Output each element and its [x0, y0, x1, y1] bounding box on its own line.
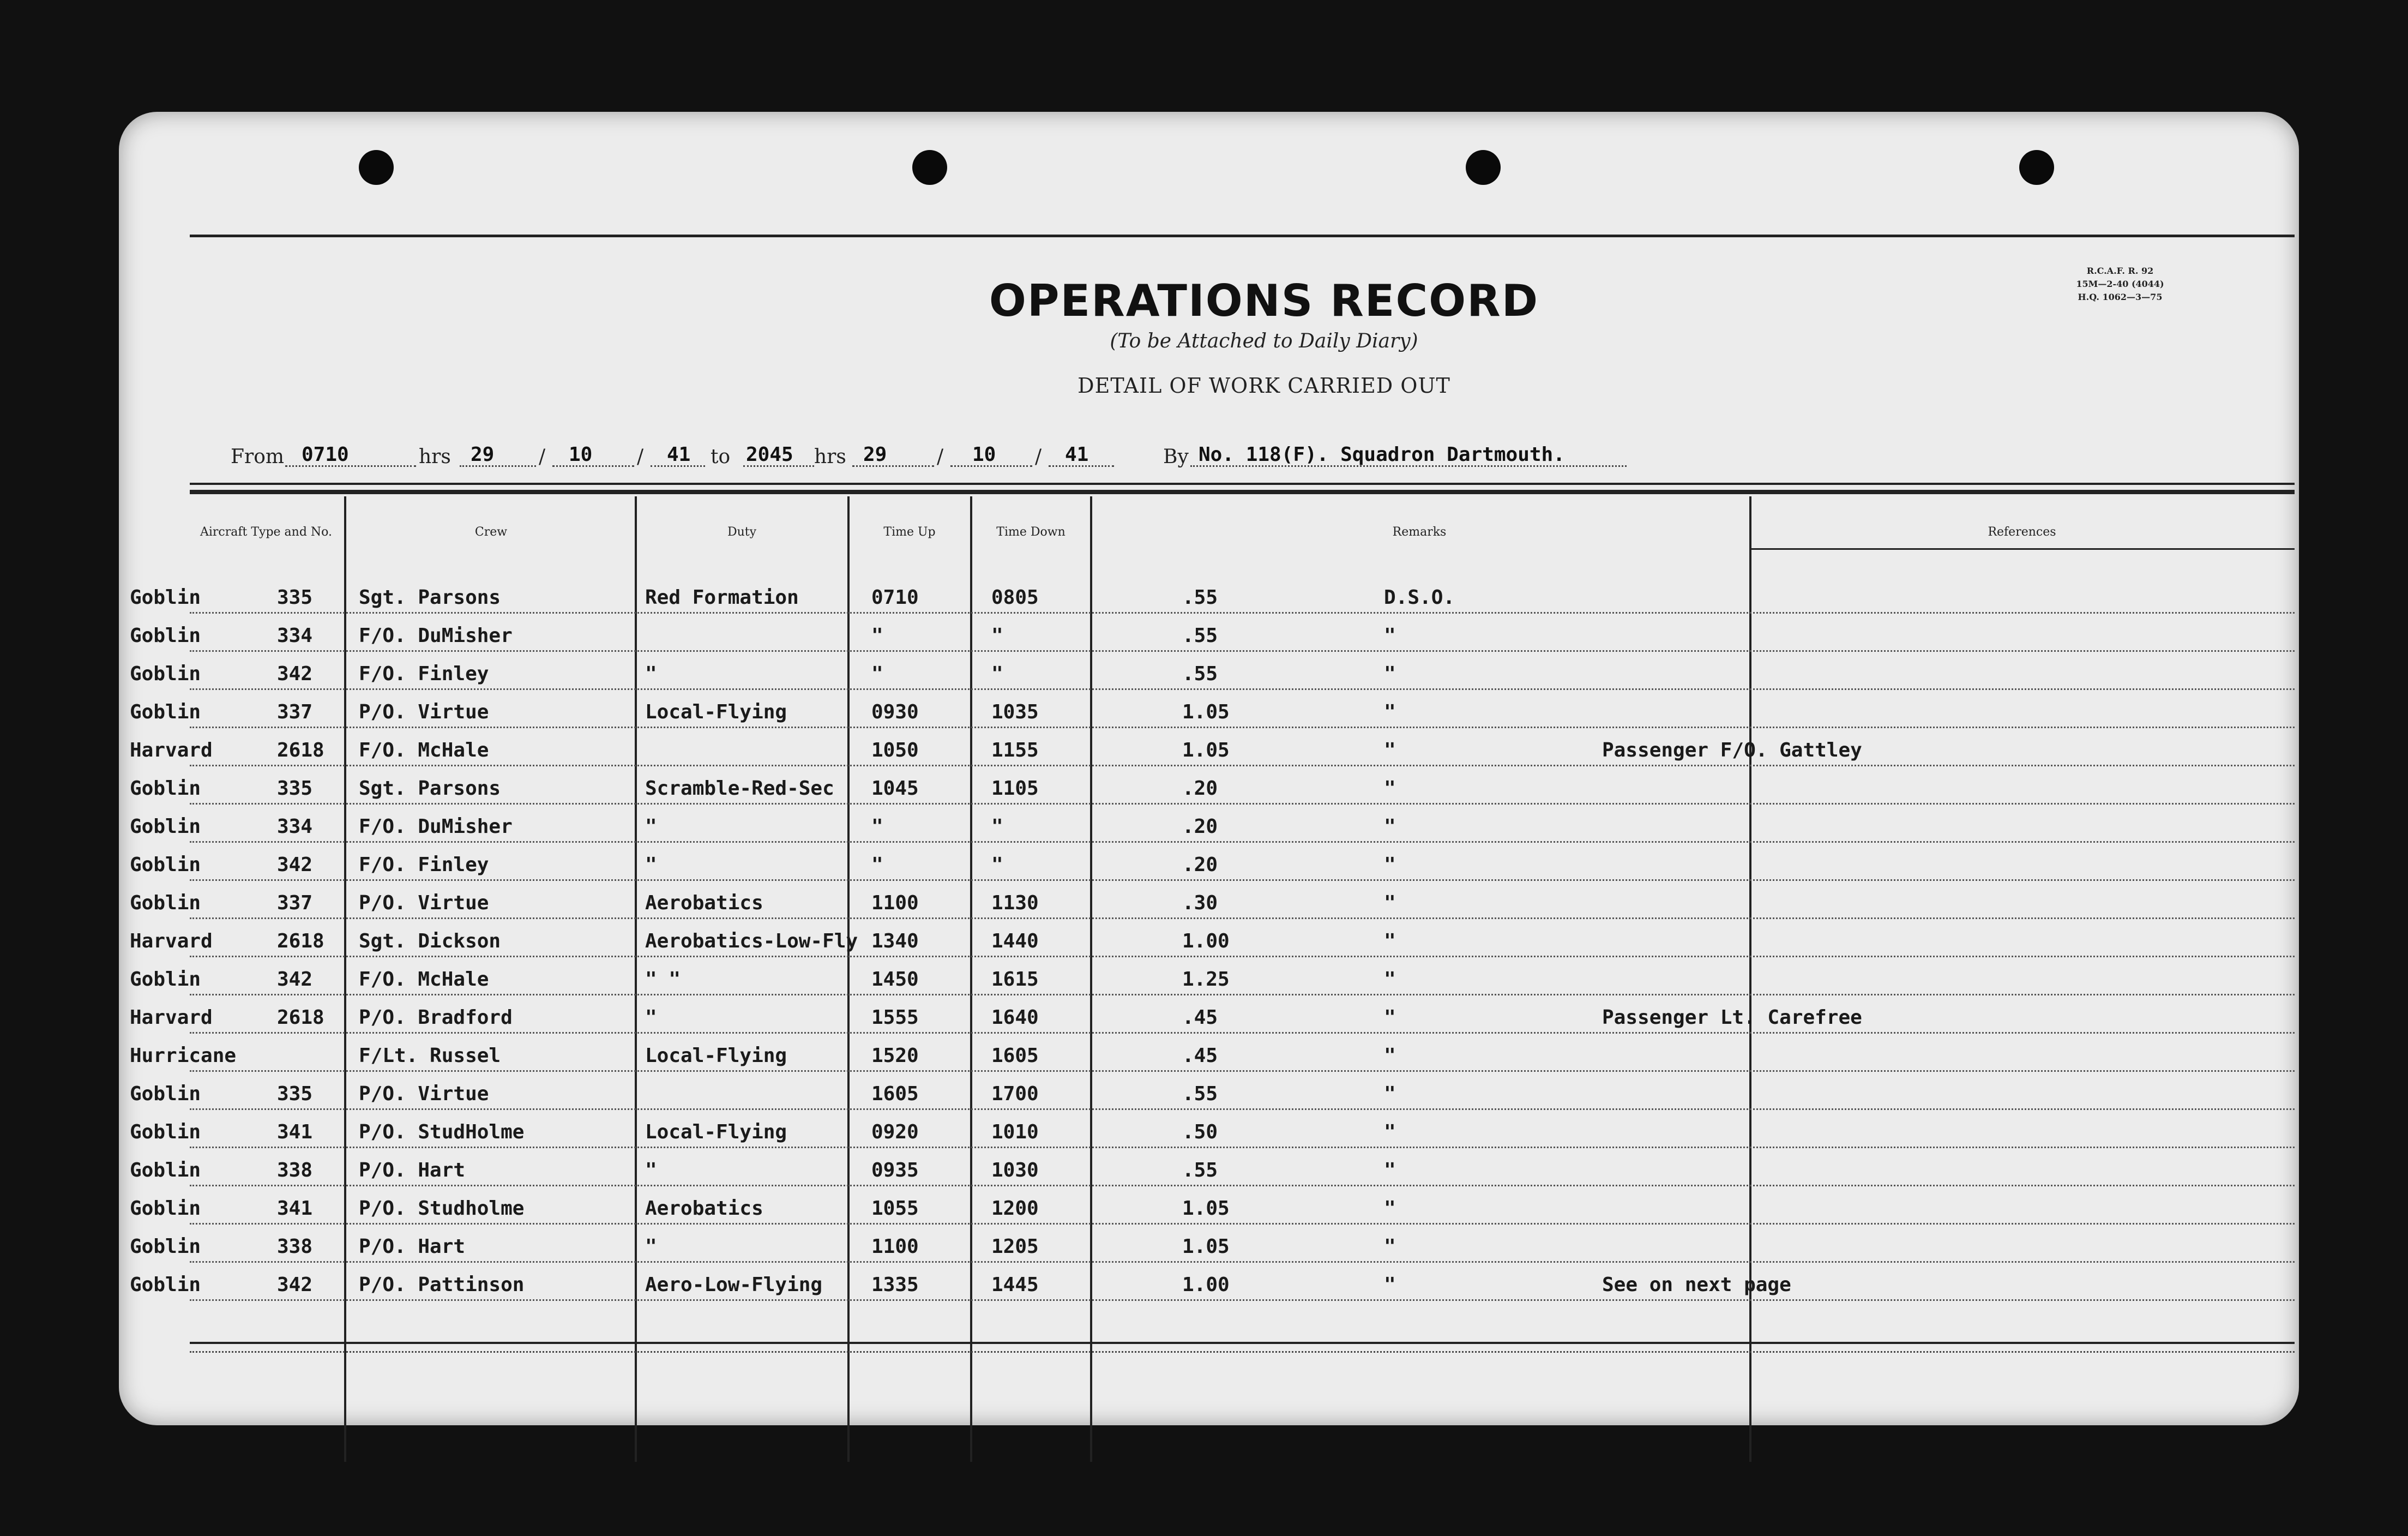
col-header-references: References — [1988, 525, 2056, 539]
flight-duration: .50 — [1182, 1121, 1218, 1143]
remark-mark: " — [1384, 1159, 1396, 1181]
row-dotted-line — [190, 1299, 2295, 1301]
aircraft-number: 342 — [277, 854, 313, 876]
table-row — [119, 1230, 2299, 1268]
remark-mark: " — [1384, 739, 1396, 761]
row-dotted-line — [190, 1108, 2295, 1110]
crew-name: P/O. Pattinson — [359, 1274, 525, 1296]
row-dotted-line — [190, 727, 2295, 728]
aircraft-number: 335 — [277, 1083, 313, 1105]
aircraft-type: Goblin — [130, 1083, 201, 1105]
crew-name: Sgt. Parsons — [359, 777, 501, 800]
table-row — [119, 581, 2299, 619]
time-down: 1605 — [991, 1045, 1039, 1067]
time-up: 1605 — [871, 1083, 919, 1105]
crew-name: P/O. Studholme — [359, 1197, 525, 1220]
time-down: " — [991, 625, 1003, 647]
aircraft-number: 2618 — [277, 1006, 324, 1029]
form-code-line: 15M—2-40 (4044) — [2076, 279, 2164, 289]
time-down: 1105 — [991, 777, 1039, 800]
table-row — [119, 772, 2299, 810]
time-up: 1335 — [871, 1274, 919, 1296]
time-down: 1030 — [991, 1159, 1039, 1181]
crew-name: P/O. Virtue — [359, 1083, 489, 1105]
row-dotted-line — [190, 917, 2295, 919]
punch-hole — [1466, 150, 1501, 185]
time-up: 1100 — [871, 892, 919, 914]
aircraft-number: 337 — [277, 701, 313, 723]
duty: Aerobatics-Low-Fly — [645, 930, 858, 952]
time-down: 0805 — [991, 586, 1039, 609]
dotted-field — [552, 446, 634, 467]
aircraft-number: 334 — [277, 625, 313, 647]
time-up: " — [871, 815, 883, 838]
flight-duration: 1.00 — [1182, 1274, 1230, 1296]
aircraft-number: 338 — [277, 1235, 313, 1258]
crew-name: F/O. Finley — [359, 663, 489, 685]
table-row — [119, 963, 2299, 1001]
time-down: 1615 — [991, 968, 1039, 991]
time-down: 1130 — [991, 892, 1039, 914]
crew-name: Sgt. Parsons — [359, 586, 501, 609]
time-down: " — [991, 663, 1003, 685]
aircraft-type: Goblin — [130, 586, 201, 609]
table-row — [119, 657, 2299, 695]
flight-duration: .55 — [1182, 625, 1218, 647]
from-label: From — [231, 446, 284, 468]
time-up: 0920 — [871, 1121, 919, 1143]
top-rule — [190, 235, 2295, 237]
table-row — [119, 1268, 2299, 1306]
to-year: 41 — [1065, 443, 1089, 466]
crew-name: F/O. DuMisher — [359, 625, 513, 647]
table-row — [119, 1192, 2299, 1230]
row-dotted-line — [190, 1185, 2295, 1186]
aircraft-type: Goblin — [130, 625, 201, 647]
flight-duration: .55 — [1182, 1159, 1218, 1181]
row-dotted-line — [190, 1147, 2295, 1148]
time-down: 1205 — [991, 1235, 1039, 1258]
time-down: 1440 — [991, 930, 1039, 952]
form-code-line: H.Q. 1062—3—75 — [2078, 292, 2163, 302]
duty: " — [645, 1006, 657, 1029]
remark-mark: " — [1384, 625, 1396, 647]
from-month: 10 — [569, 443, 593, 466]
row-dotted-line — [190, 650, 2295, 652]
remark-mark: " — [1384, 777, 1396, 800]
time-up: 0935 — [871, 1159, 919, 1181]
slash: / — [637, 446, 644, 468]
aircraft-type: Goblin — [130, 1159, 201, 1181]
remark-mark: " — [1384, 1197, 1396, 1220]
time-up: " — [871, 625, 883, 647]
aircraft-number: 342 — [277, 968, 313, 991]
aircraft-type: Harvard — [130, 739, 213, 761]
slash: / — [539, 446, 546, 468]
aircraft-type: Goblin — [130, 854, 201, 876]
time-up: 1555 — [871, 1006, 919, 1029]
to-time: 2045 — [746, 443, 793, 466]
remark-mark: " — [1384, 701, 1396, 723]
row-dotted-line — [190, 994, 2295, 995]
time-down: 1035 — [991, 701, 1039, 723]
duty: Local-Flying — [645, 701, 787, 723]
row-dotted-line — [190, 1070, 2295, 1072]
squadron-name: No. 118(F). Squadron Dartmouth. — [1199, 443, 1565, 466]
time-up: 1045 — [871, 777, 919, 800]
detail-heading: DETAIL OF WORK CARRIED OUT — [1077, 374, 1450, 398]
time-up: " — [871, 663, 883, 685]
aircraft-type: Goblin — [130, 892, 201, 914]
time-down: 1155 — [991, 739, 1039, 761]
aircraft-type: Goblin — [130, 1121, 201, 1143]
time-up: 0710 — [871, 586, 919, 609]
duty: " — [645, 1235, 657, 1258]
remark-mark: " — [1384, 1121, 1396, 1143]
time-down: " — [991, 815, 1003, 838]
aircraft-type: Goblin — [130, 1197, 201, 1220]
table-bottom-rule — [190, 1342, 2295, 1344]
flight-duration: .55 — [1182, 586, 1218, 609]
page-title: OPERATIONS RECORD — [989, 275, 1539, 326]
aircraft-type: Goblin — [130, 1235, 201, 1258]
from-year: 41 — [667, 443, 691, 466]
row-dotted-line — [190, 803, 2295, 805]
crew-name: P/O. Hart — [359, 1235, 466, 1258]
col-header-aircraft: Aircraft Type and No. — [200, 525, 333, 539]
remark-mark: " — [1384, 1006, 1396, 1029]
crew-name: P/O. Virtue — [359, 701, 489, 723]
time-up: 1520 — [871, 1045, 919, 1067]
row-dotted-line — [190, 688, 2295, 690]
time-up: 1450 — [871, 968, 919, 991]
flight-duration: .20 — [1182, 815, 1218, 838]
punch-hole — [359, 150, 394, 185]
flight-duration: .20 — [1182, 854, 1218, 876]
aircraft-number: 341 — [277, 1197, 313, 1220]
duty: Scramble-Red-Sec — [645, 777, 834, 800]
flight-duration: .55 — [1182, 663, 1218, 685]
duty: Local-Flying — [645, 1121, 787, 1143]
flight-duration: .45 — [1182, 1006, 1218, 1029]
by-label: By — [1163, 446, 1189, 468]
row-dotted-line — [190, 1032, 2295, 1034]
remark-mark: " — [1384, 815, 1396, 838]
aircraft-number: 341 — [277, 1121, 313, 1143]
crew-name: F/O. McHale — [359, 739, 489, 761]
bottom-dotted-rule — [190, 1351, 2295, 1353]
aircraft-number: 338 — [277, 1159, 313, 1181]
page-subtitle: (To be Attached to Daily Diary) — [1110, 330, 1418, 352]
period-line — [231, 439, 2303, 472]
aircraft-type: Harvard — [130, 930, 213, 952]
row-dotted-line — [190, 765, 2295, 766]
form-code-line: R.C.A.F. R. 92 — [2086, 266, 2154, 276]
table-row — [119, 1039, 2299, 1077]
to-month: 10 — [972, 443, 996, 466]
table-row — [119, 886, 2299, 925]
crew-name: F/Lt. Russel — [359, 1045, 501, 1067]
aircraft-number: 334 — [277, 815, 313, 838]
form-code — [2038, 265, 2202, 304]
flight-duration: 1.00 — [1182, 930, 1230, 952]
table-row — [119, 848, 2299, 886]
duty: Red Formation — [645, 586, 799, 609]
flight-duration: 1.05 — [1182, 1235, 1230, 1258]
table-row — [119, 925, 2299, 963]
aircraft-number: 2618 — [277, 930, 324, 952]
time-up: 1100 — [871, 1235, 919, 1258]
table-row — [119, 1115, 2299, 1154]
remark-mark: " — [1384, 1235, 1396, 1258]
duty: Aerobatics — [645, 892, 763, 914]
time-up: " — [871, 854, 883, 876]
crew-name: P/O. Bradford — [359, 1006, 513, 1029]
flight-duration: 1.05 — [1182, 1197, 1230, 1220]
time-down: 1200 — [991, 1197, 1039, 1220]
time-down: 1445 — [991, 1274, 1039, 1296]
hrs-label: hrs — [419, 446, 451, 468]
flight-duration: 1.05 — [1182, 739, 1230, 761]
time-up: 0930 — [871, 701, 919, 723]
remark-mark: " — [1384, 1045, 1396, 1067]
crew-name: F/O. Finley — [359, 854, 489, 876]
duty: Aero-Low-Flying — [645, 1274, 823, 1296]
remark-mark: " — [1384, 663, 1396, 685]
row-dotted-line — [190, 1261, 2295, 1263]
remark-text: See on next page — [1602, 1274, 1791, 1296]
duty: " — [645, 1159, 657, 1181]
duty: " — [645, 854, 657, 876]
time-down: 1640 — [991, 1006, 1039, 1029]
crew-name: F/O. DuMisher — [359, 815, 513, 838]
flight-duration: .55 — [1182, 1083, 1218, 1105]
crew-name: F/O. McHale — [359, 968, 489, 991]
duty: " — [645, 815, 657, 838]
hrs-label: hrs — [814, 446, 846, 468]
flight-duration: .30 — [1182, 892, 1218, 914]
row-dotted-line — [190, 1223, 2295, 1225]
aircraft-number: 335 — [277, 777, 313, 800]
table-row — [119, 1077, 2299, 1115]
flight-duration: 1.05 — [1182, 701, 1230, 723]
time-up: 1055 — [871, 1197, 919, 1220]
to-label: to — [711, 446, 731, 468]
remark-mark: " — [1384, 968, 1396, 991]
col-header-time-down: Time Down — [996, 525, 1065, 539]
flight-duration: .20 — [1182, 777, 1218, 800]
slash: / — [937, 446, 944, 468]
remark-mark: " — [1384, 854, 1396, 876]
time-up: 1340 — [871, 930, 919, 952]
time-down: " — [991, 854, 1003, 876]
aircraft-type: Goblin — [130, 815, 201, 838]
table-row — [119, 695, 2299, 734]
crew-name: P/O. Hart — [359, 1159, 466, 1181]
aircraft-type: Hurricane — [130, 1045, 237, 1067]
aircraft-type: Goblin — [130, 701, 201, 723]
table-top-rule — [190, 483, 2295, 485]
time-down: 1700 — [991, 1083, 1039, 1105]
row-dotted-line — [190, 879, 2295, 881]
record-card — [119, 112, 2299, 1425]
col-header-duty: Duty — [727, 525, 757, 539]
duty: " " — [645, 968, 681, 991]
aircraft-type: Goblin — [130, 968, 201, 991]
remark-mark: " — [1384, 892, 1396, 914]
remark-mark: " — [1384, 1274, 1396, 1296]
row-dotted-line — [190, 612, 2295, 614]
col-header-crew: Crew — [474, 525, 508, 539]
from-time: 0710 — [302, 443, 349, 466]
aircraft-number: 342 — [277, 1274, 313, 1296]
punch-hole — [912, 150, 947, 185]
aircraft-type: Goblin — [130, 777, 201, 800]
aircraft-number: 2618 — [277, 739, 324, 761]
flight-duration: .45 — [1182, 1045, 1218, 1067]
table-row — [119, 734, 2299, 772]
slash: / — [1035, 446, 1042, 468]
col-header-time-up: Time Up — [883, 525, 936, 539]
from-day: 29 — [471, 443, 495, 466]
aircraft-type: Goblin — [130, 663, 201, 685]
table-top-rule — [190, 490, 2295, 494]
to-day: 29 — [863, 443, 887, 466]
table-row — [119, 1154, 2299, 1192]
flight-duration: 1.25 — [1182, 968, 1230, 991]
remark-text: Passenger Lt. Carefree — [1602, 1006, 1862, 1029]
row-dotted-line — [190, 956, 2295, 957]
col-header-remarks: Remarks — [1392, 525, 1447, 539]
time-down: 1010 — [991, 1121, 1039, 1143]
crew-name: P/O. Virtue — [359, 892, 489, 914]
time-up: 1050 — [871, 739, 919, 761]
table-row — [119, 810, 2299, 848]
duty: Local-Flying — [645, 1045, 787, 1067]
remark-mark: D.S.O. — [1384, 586, 1455, 609]
table-row — [119, 619, 2299, 657]
duty: Aerobatics — [645, 1197, 763, 1220]
aircraft-type: Goblin — [130, 1274, 201, 1296]
crew-name: P/O. StudHolme — [359, 1121, 525, 1143]
crew-name: Sgt. Dickson — [359, 930, 501, 952]
aircraft-number: 335 — [277, 586, 313, 609]
aircraft-number: 342 — [277, 663, 313, 685]
remark-text: Passenger F/O. Gattley — [1602, 739, 1862, 761]
remark-mark: " — [1384, 930, 1396, 952]
row-dotted-line — [190, 841, 2295, 843]
remark-mark: " — [1384, 1083, 1396, 1105]
duty: " — [645, 663, 657, 685]
punch-hole — [2019, 150, 2054, 185]
table-row — [119, 1001, 2299, 1039]
aircraft-number: 337 — [277, 892, 313, 914]
aircraft-type: Harvard — [130, 1006, 213, 1029]
